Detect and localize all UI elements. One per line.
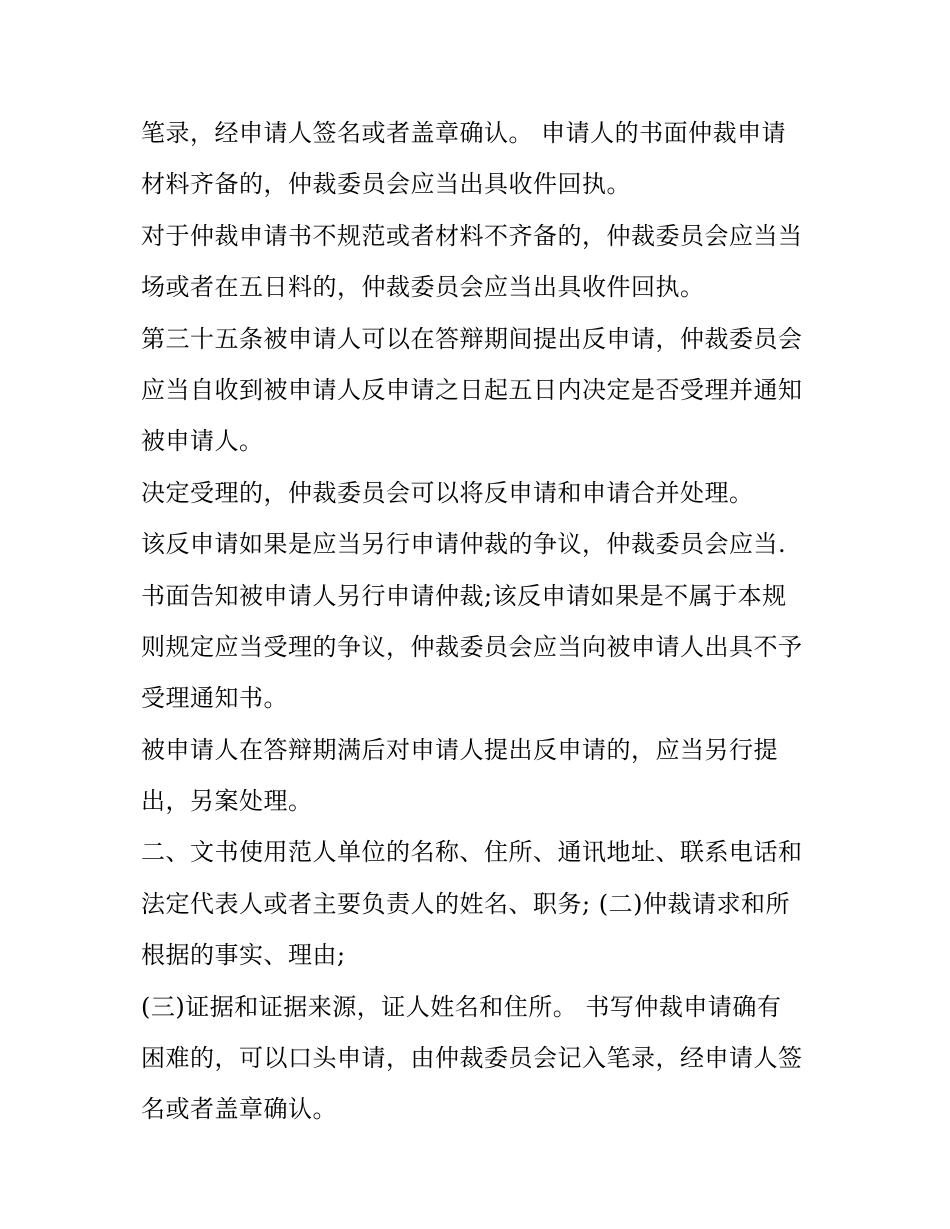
text-line: 二、文书使用范人单位的名称、住所、通讯地址、联系电话和 [141, 838, 803, 867]
text-line: 出，另案处理。 [141, 787, 313, 816]
text-line: 笔录，经申请人签名或者盖章确认。 申请人的书面仲裁申请 [141, 119, 787, 147]
text-line: 被申请人。 [141, 427, 264, 456]
text-line: 名或者盖章确认。 [141, 1095, 337, 1124]
text-line: 被申请人在答辩期满后对申请人提出反申请的，应当另行提 [141, 735, 778, 764]
text-line: 则规定应当受理的争议，仲裁委员会应当向被申请人出具不予 [141, 632, 803, 661]
text-line: 书面告知被申请人另行申请仲裁;该反申请如果是不属于本规 [141, 581, 787, 610]
text-line: 场或者在五日料的，仲裁委员会应当出具收件回执。 [141, 273, 705, 302]
document-body [141, 108, 821, 1136]
text-line: 法定代表人或者主要负责人的姓名、职务; (二)仲裁请求和所 [141, 889, 790, 918]
text-line: 困难的，可以口头申请，由仲裁委员会记入笔录，经申请人签 [141, 1044, 803, 1073]
text-line: 材料齐备的，仲裁委员会应当出具收件回执。 [141, 170, 631, 199]
text-line: (三)证据和证据来源，证人姓名和住所。 书写仲裁申请确有 [141, 992, 782, 1021]
text-line: 决定受理的，仲裁委员会可以将反申请和申请合并处理。 [141, 478, 754, 507]
text-line: 根据的事实、理由; [141, 941, 346, 970]
text-line: 第三十五条被申请人可以在答辩期间提出反申请，仲裁委员会 [141, 324, 803, 353]
text-line: 应当自收到被申请人反申请之日起五日内决定是否受理并通知 [141, 375, 803, 404]
text-line: 受理通知书。 [141, 684, 288, 713]
text-line: 对于仲裁申请书不规范或者材料不齐备的，仲裁委员会应当当 [141, 221, 803, 250]
text-line: 该反申请如果是应当另行申请仲裁的争议，仲裁委员会应当. [141, 530, 787, 559]
